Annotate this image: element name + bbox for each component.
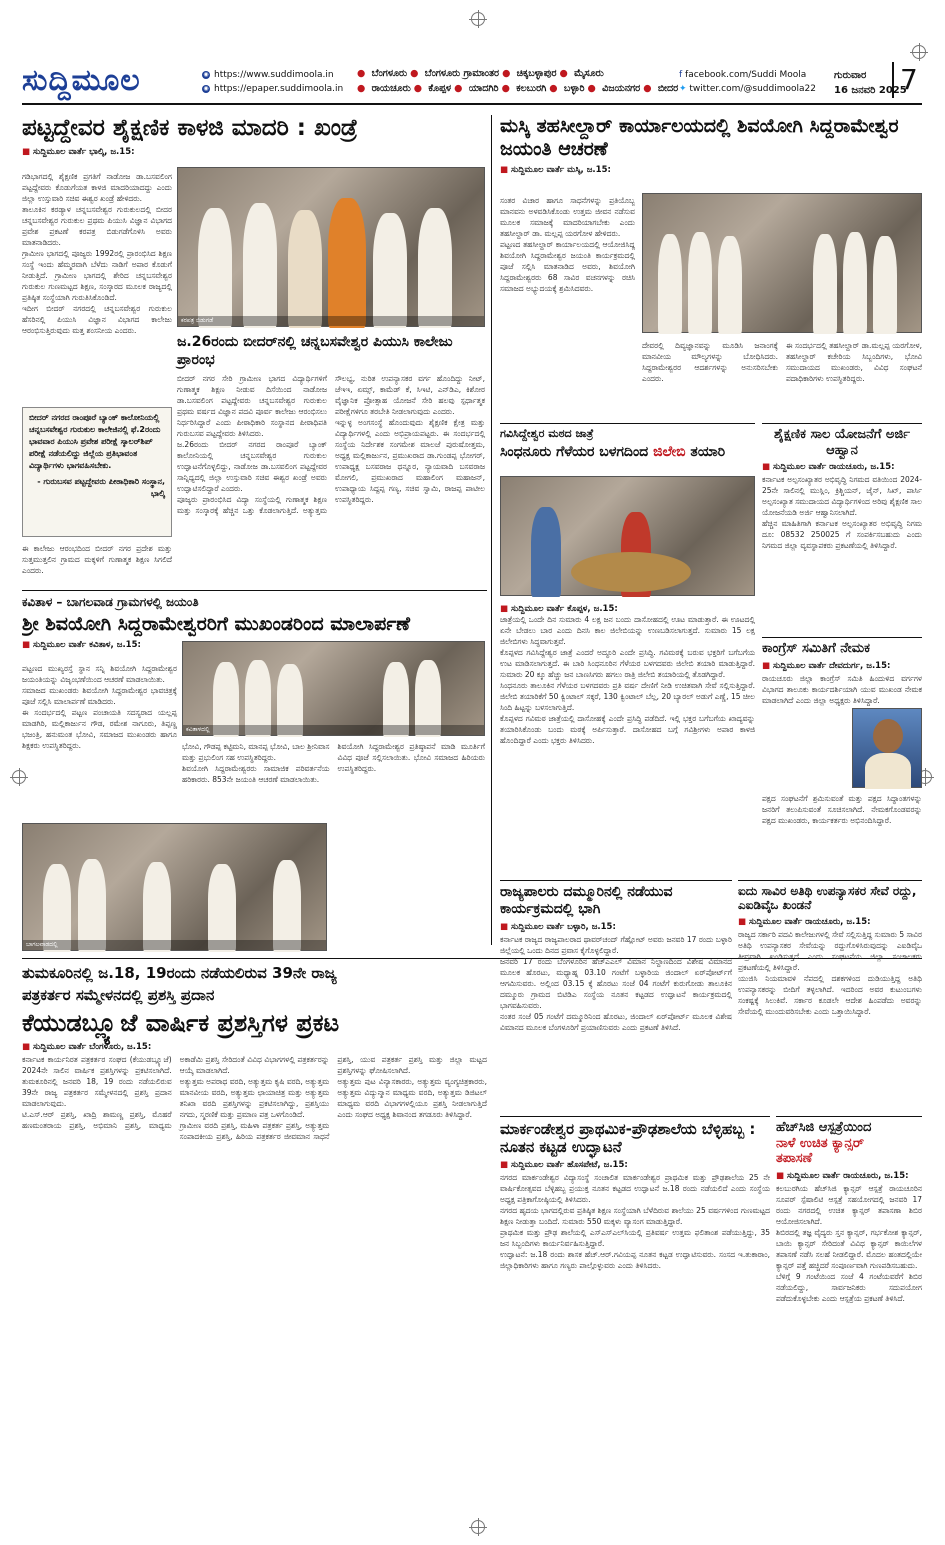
district-item[interactable]: ರಾಯಚೂರು <box>371 83 411 94</box>
bullet-icon: ● <box>410 68 422 79</box>
event-photo <box>177 167 485 327</box>
district-item[interactable]: ಯಾದಗಿರಿ <box>468 83 499 94</box>
photo-caption: ಬಾಗಲವಾಡದಲ್ಲಿ <box>23 940 326 950</box>
article-body: ಪಟ್ಟಣದ ಮುಖ್ಯರಸ್ತೆ ಸ್ಥಾನ ಸನ್ನಿ ಶಿವಯೋಗಿ ಸಿದ್ದರಾಮೇಶ್ವರ ಜಯಂತಿಯನ್ನು ವಿಜೃಂಭಣೆಯಿಂದ ಆಚರಣೆ ಮಾಡಲಾಯಿತು. ಸಮಾಜದ ಮುಖಂಡರು ಶಿವಯೋಗಿ ಸಿದ್ದರಾಮೇಶ್ವರ ಭಾವಚಿತ್ರಕ್ಕೆ ಪೂಜೆ ಸಲ್ಲಿಸಿ ಮಾಲಾರ್ಪಣೆ ಮಾಡಿದರು. ಈ ಸಂದರ್ಭದಲ್ಲಿ ಪಟ್ಟಣ ಪಂಚಾಯತಿ ಸದಸ್ಯರಾದ ಯಲ್ಲಪ್ಪ ಮಾಡಗಿರಿ, ಮಲ್ಲಿಕಾರ್ಜುನ ಗೌಡ, ರಮೇಶ ನಾಗೂರು, ತಿಪ್ಪಣ್ಣ ಭಜಂತ್ರಿ, ಹನುಮಂತ ಭೋವಿ, ಸಮಾಜದ ಮುಖಂಡರು ಹಾಗೂ ಶಿಕ್ಷಕರು ಉಪಸ್ಥಿತರಿದ್ದರು. <box>22 664 177 750</box>
article-kicker: ತುಮಕೂರಿನಲ್ಲಿ ಜ.18, 19ರಂದು ನಡೆಯಲಿರುವ 39ನೇ ರಾಜ್ಯ ಪತ್ರಕರ್ತರ ಸಮ್ಮೇಳನದಲ್ಲಿ ಪ್ರಶಸ್ತಿ ಪ್ರದಾನ <box>22 964 337 1004</box>
bullet-icon: ● <box>587 83 600 94</box>
article-headline: ಮಾರ್ಕಂಡೇಶ್ವರ ಪ್ರಾಥಮಿಕ-ಪ್ರೌಢಶಾಲೆಯ ಬೆಳ್ಳಿಹಬ್ಬ : ನೂತನ ಕಟ್ಟಡ ಉದ್ಘಾಟನೆ <box>500 1120 756 1156</box>
photo-caption: ಕವಿತಾಳದಲ್ಲಿ <box>183 725 484 735</box>
article-headline: ಕೆಯುಡಬ್ಲ್ಯೂಜೆ ವಾರ್ಷಿಕ ಪ್ರಶಸ್ತಿಗಳ ಪ್ರಕಟ <box>22 1009 340 1037</box>
website-url[interactable]: https://www.suddimoola.in <box>214 70 334 80</box>
bullet-icon: ● <box>549 83 561 94</box>
bullet-icon: ● <box>357 83 369 94</box>
byline: ■ ಸುದ್ದಿಮೂಲ ವಾರ್ತೆ ದೇವದುರ್ಗ, ಜ.15: <box>762 660 891 671</box>
district-item[interactable]: ಚಿಕ್ಕಬಳ್ಳಾಪುರ <box>516 68 557 79</box>
epaper-url[interactable]: https://epaper.suddimoola.in <box>214 84 344 94</box>
article-body: ಸಂತರ ವಿಚಾರ ಹಾಗೂ ಸಾಧನೆಗಳನ್ನು ಪ್ರತಿಯೊಬ್ಬ ಮಾನವನು ಅಳವಡಿಸಿಕೊಂಡು ಉತ್ತಮ ಜೀವನ ನಡೆಸುವ ಮೂಲಕ ಸಮಾಜಕ್ಕೆ ಮಾದರಿಯಾಗಬೇಕು ಎಂದು ತಹಸೀಲ್ದಾರ್ ಡಾ. ಮಲ್ಲಪ್ಪ ಯರಗೋಳ ಹೇಳಿದರು. ಪಟ್ಟಣದ ತಹಸೀಲ್ದಾರ್ ಕಾರ್ಯಾಲಯದಲ್ಲಿ ಆಯೋಜಿಸಿದ್ದ ಶಿವಯೋಗಿ ಸಿದ್ದರಾಮೇಶ್ವರ ಜಯಂತಿ ಕಾರ್ಯಕ್ರಮದಲ್ಲಿ ಪೂಜೆ ಸಲ್ಲಿಸಿ ಮಾತನಾಡಿದ ಅವರು, ಶಿವಯೋಗಿ ಸಿದ್ದರಾಮೇಶ್ವರರು 68 ಸಾವಿರ ವಚನಗಳನ್ನು ರಚಿಸಿ ಸಮಾಜದ ಅಭ್ಯುದಯಕ್ಕೆ ಶ್ರಮಿಸಿದವರು. <box>500 196 635 293</box>
article-headline: ಮಸ್ಕಿ ತಹಸೀಲ್ದಾರ್ ಕಾರ್ಯಾಲಯದಲ್ಲಿ ಶಿವಯೋಗಿ ಸಿದ್ದರಾಮೇಶ್ವರ ಜಯಂತಿ ಆಚರಣೆ <box>500 115 899 160</box>
byline: ■ ಸುದ್ದಿಮೂಲ ವಾರ್ತೆ ಬಳ್ಳಾರಿ, ಜ.15: <box>500 921 616 932</box>
article-body: ಕರ್ನಾಟಕ ಅಲ್ಪಸಂಖ್ಯಾತರ ಅಭಿವೃದ್ಧಿ ನಿಗಮದ ವತಿಯಿಂದ 2024-25ನೇ ಸಾಲಿನಲ್ಲಿ ಮುಸ್ಲಿಂ, ಕ್ರಿಶ್ಚಿಯನ್, ಜೈನ್, ಸಿಖ್, ಪಾರ್ಸಿ ಅಲ್ಪಸಂಖ್ಯಾತ ಸಮುದಾಯದ ವಿದ್ಯಾರ್ಥಿಗಳಿಂದ ಅರಿವು ಶೈಕ್ಷಣಿಕ ಸಾಲ ಯೋಜನೆಯಡಿ ಅರ್ಜಿ ಆಹ್ವಾನಿಸಲಾಗಿದೆ. ಹೆಚ್ಚಿನ ಮಾಹಿತಿಗಾಗಿ ಕರ್ನಾಟಕ ಅಲ್ಪಸಂಖ್ಯಾತರ ಅಭಿವೃದ್ಧಿ ನಿಗಮ ದೂ: 08532 250025 ಗೆ ಸಂಪರ್ಕಿಸಬಹುದು ಎಂದು ನಿಗಮದ ಜಿಲ್ಲಾ ವ್ಯವಸ್ಥಾಪಕರು ಪ್ರಕಟಣೆಯಲ್ಲಿ ತಿಳಿಸಿದ್ದಾರೆ. <box>762 475 922 551</box>
article-headline: ಶೈಕ್ಷಣಿಕ ಸಾಲ ಯೋಜನೆಗೆ ಅರ್ಜಿ ಆಹ್ವಾನ <box>774 427 910 458</box>
bullet-icon: ● <box>357 68 369 79</box>
twitter-icon: ✦ <box>679 84 690 94</box>
article-malarpane <box>22 590 487 952</box>
globe-icon: ◉ <box>203 71 209 78</box>
article-school <box>500 1116 770 1522</box>
byline: ■ ಸುದ್ದಿಮೂಲ ವಾರ್ತೆ ರಾಯಚೂರು, ಜ.15: <box>738 916 871 927</box>
byline: ■ ಸುದ್ದಿಮೂಲ ವಾರ್ತೆ ರಾಯಚೂರು, ಜ.15: <box>762 462 895 473</box>
article-body: ಕರ್ನಾಟಕ ರಾಜ್ಯದ ರಾಜ್ಯಪಾಲರಾದ ಥಾವರ್‌ಚಂದ್ ಗೆಹ್ಲೋಟ್ ಅವರು ಜನವರಿ 17 ರಂದು ಬಳ್ಳಾರಿ ಜಿಲ್ಲೆಯಲ್ಲಿ ಒಂದು ದಿನದ ಪ್ರವಾಸ ಕೈಗೊಳ್ಳಲಿದ್ದಾರೆ. ಜನವರಿ 17 ರಂದು ಬೆಂಗಳೂರಿನ ಹೆಚ್‌ಎಎಲ್ ವಿಮಾನ ನಿಲ್ದಾಣದಿಂದ ವಿಶೇಷ ವಿಮಾನದ ಮೂಲಕ ಹೊರಟು, ಮಧ್ಯಾಹ್ನ 03.10 ಗಂಟೆಗೆ ಬಳ್ಳಾರಿಯ ಜಿಂದಾಲ್ ಏರ್‌ಪೋರ್ಟ್‌ಗೆ ಆಗಮಿಸುವರು. ಅಲ್ಲಿಂದ 03.15 ಕ್ಕೆ ಹೊರಟು ಸಂಜೆ 04 ಗಂಟೆಗೆ ಕುರುಗೋಡು ತಾಲೂಕಿನ ದಮ್ಮೂರು ಗ್ರಾಮದ ಬಿಟಿಡಿಎ ಸಂಸ್ಥೆಯ ನೂತನ ಕಟ್ಟಡದ ಉದ್ಘಾಟನೆ ಕಾರ್ಯಕ್ರಮದಲ್ಲಿ ಭಾಗವಹಿಸುವರು. ನಂತರ ಸಂಜೆ 05 ಗಂಟೆಗೆ ದಮ್ಮೂರಿನಿಂದ ಹೊರಟು, ಜಿಂದಾಲ್ ಏರ್‌ಪೋರ್ಟ್ ಮೂಲಕ ವಿಶೇಷ ವಿಮಾನದ ಮೂಲಕ ಬೆಂಗಳೂರಿಗೆ ಪ್ರಯಾಣಿಸುವರು ಎಂದು ಪ್ರಕಟಣೆ ತಿಳಿಸಿದೆ. <box>500 934 732 1032</box>
article-kicker: ಕವಿತಾಳ – ಬಾಗಲವಾಡ ಗ್ರಾಮಗಳಲ್ಲಿ ಜಯಂತಿ <box>22 595 199 609</box>
byline: ■ ಸುದ್ದಿಮೂಲ ವಾರ್ತೆ ಹೊಸಪೇಟೆ, ಜ.15: <box>500 1160 628 1170</box>
district-item[interactable]: ಕೊಪ್ಪಳ <box>428 83 452 94</box>
column-divider <box>491 115 492 945</box>
article-body: ಭೋವಿ, ಗೌಡಪ್ಪ ಕಟ್ಟಿಮನಿ, ಮಾನಪ್ಪ ಭೋವಿ, ಬಾಲ ಶ್ರೀನಿವಾಸ ಮತ್ತು ಪ್ರಭುಲಿಂಗ ಸಹ ಉಪಸ್ಥಿತರಿದ್ದರು. ಶಿವಯೋಗಿ ಸಿದ್ದರಾಮೇಶ್ವರರು ಸಾಮಾಜಿಕ ಪರಿವರ್ತನೆಯ ಹರಿಕಾರರು. 853ನೇ ಜಯಂತಿ ಆಚರಣೆ ಮಾಡಲಾಯಿತು. ಶಿವಯೋಗಿ ಸಿದ್ದರಾಮೇಶ್ವರ ಪ್ರತಿಷ್ಠಾಪನೆ ಮಾಡಿ ಮೂರ್ತಿಗೆ ವಿವಿಧ ಪೂಜೆ ಸಲ್ಲಿಸಲಾಯಿತು. ಭೋವಿ ಸಮಾಜದ ಹಿರಿಯರು ಉಪಸ್ಥಿತರಿದ್ದರು. <box>182 742 485 784</box>
byline: ■ ಸುದ್ದಿಮೂಲ ವಾರ್ತೆ ರಾಯಚೂರು, ಜ.15: <box>776 1170 909 1181</box>
article-body: ಪಕ್ಷದ ಸಂಘಟನೆಗೆ ಶ್ರಮಿಸುವಂತೆ ಮತ್ತು ಪಕ್ಷದ ಸಿದ್ಧಾಂತಗಳನ್ನು ಜನರಿಗೆ ತಲುಪಿಸುವಂತೆ ಸೂಚಿಸಲಾಗಿದೆ. ನೇಮಕಗೊಂಡವರನ್ನು ಪಕ್ಷದ ಮುಖಂಡರು, ಕಾರ್ಯಕರ್ತರು ಅಭಿನಂದಿಸಿದ್ದಾರೆ. <box>762 794 922 825</box>
website-links <box>202 68 343 96</box>
article-body: ಕರ್ನಾಟಕ ಕಾರ್ಯನಿರತ ಪತ್ರಕರ್ತರ ಸಂಘದ (ಕೆಯುಡಬ್ಲ್ಯೂಜೆ) 2024ನೇ ಸಾಲಿನ ವಾರ್ಷಿಕ ಪ್ರಶಸ್ತಿಗಳನ್ನು ಪ್ರಕಟಿಸಲಾಗಿದೆ. ತುಮಕೂರಿನಲ್ಲಿ ಜನವರಿ 18, 19 ರಂದು ನಡೆಯಲಿರುವ 39ನೇ ರಾಜ್ಯ ಪತ್ರಕರ್ತರ ಸಮ್ಮೇಳನದಲ್ಲಿ ಪ್ರಶಸ್ತಿ ಪ್ರದಾನ ಮಾಡಲಾಗುವುದು. ಟಿ.ಎಸ್.ಆರ್ ಪ್ರಶಸ್ತಿ, ಖಾದ್ರಿ ಶಾಮಣ್ಣ ಪ್ರಶಸ್ತಿ, ಮೊಹರೆ ಹಣಮಂತರಾಯ ಪ್ರಶಸ್ತಿ, ಅಭಿಮಾನಿ ಪ್ರಶಸ್ತಿ, ಮಾಧ್ಯಮ ಅಕಾಡೆಮಿ ಪ್ರಶಸ್ತಿ ಸೇರಿದಂತೆ ವಿವಿಧ ವಿಭಾಗಗಳಲ್ಲಿ ಪತ್ರಕರ್ತರನ್ನು ಆಯ್ಕೆ ಮಾಡಲಾಗಿದೆ. ಅತ್ಯುತ್ತಮ ಅಪರಾಧ ವರದಿ, ಅತ್ಯುತ್ತಮ ಕೃಷಿ ವರದಿ, ಅತ್ಯುತ್ತಮ ಮಾನವೀಯ ವರದಿ, ಅತ್ಯುತ್ತಮ ಛಾಯಾಚಿತ್ರ ಮತ್ತು ಅತ್ಯುತ್ತಮ ತನಿಖಾ ವರದಿ ಪ್ರಶಸ್ತಿಗಳನ್ನು ಪ್ರಕಟಿಸಲಾಗಿದ್ದು, ಪ್ರಶಸ್ತಿಯು ನಗದು, ಸ್ಮರಣಿಕೆ ಮತ್ತು ಪ್ರಮಾಣ ಪತ್ರ ಒಳಗೊಂಡಿದೆ. ಗ್ರಾಮೀಣ ವರದಿ ಪ್ರಶಸ್ತಿ, ಮಹಿಳಾ ಪತ್ರಕರ್ತ ಪ್ರಶಸ್ತಿ, ಅತ್ಯುತ್ತಮ ಸಂಪಾದಕೀಯ ಪ್ರಶಸ್ತಿ, ಹಿರಿಯ ಪತ್ರಕರ್ತರ ಜೀವಮಾನ ಸಾಧನೆ ಪ್ರಶಸ್ತಿ, ಯುವ ಪತ್ರಕರ್ತ ಪ್ರಶಸ್ತಿ ಮತ್ತು ಜಿಲ್ಲಾ ಮಟ್ಟದ ಪ್ರಶಸ್ತಿಗಳನ್ನು ಘೋಷಿಸಲಾಗಿದೆ. ಅತ್ಯುತ್ತಮ ಪುಟ ವಿನ್ಯಾಸಕಾರರು, ಅತ್ಯುತ್ತಮ ವ್ಯಂಗ್ಯಚಿತ್ರಕಾರರು, ಅತ್ಯುತ್ತಮ ವಿದ್ಯುನ್ಮಾನ ಮಾಧ್ಯಮ ವರದಿ, ಅತ್ಯುತ್ತಮ ಡಿಜಿಟಲ್ ಮಾಧ್ಯಮ ವರದಿ ವಿಭಾಗಗಳಲ್ಲಿಯೂ ಪ್ರಶಸ್ತಿ ನೀಡಲಾಗುತ್ತಿದೆ ಎಂದು ಸಂಘದ ಅಧ್ಯಕ್ಷ ಶಿವಾನಂದ ತಗಡೂರು ತಿಳಿಸಿದ್ದಾರೆ. <box>22 1054 487 1141</box>
district-item[interactable]: ಬೆಂಗಳೂರು <box>371 68 408 79</box>
article-kuwj-awards <box>22 962 487 1522</box>
district-item[interactable]: ಕಲಬುರಗಿ <box>516 83 547 94</box>
page-number: 7 <box>892 62 918 98</box>
byline: ■ ಸುದ್ದಿಮೂಲ ವಾರ್ತೆ ಭಾಲ್ಕಿ, ಜ.15: <box>22 146 135 157</box>
article-headline: ಪಟ್ಟದ್ದೇವರ ಶೈಕ್ಷಣಿಕ ಕಾಳಜಿ ಮಾದರಿ : ಖಂಡ್ರೆ <box>22 115 358 141</box>
district-item[interactable]: ಬೆಂಗಳೂರು ಗ್ರಾಮಾಂತರ <box>424 68 500 79</box>
district-item[interactable]: ಬಳ್ಳಾರಿ <box>563 83 585 94</box>
district-item[interactable]: ವಿಜಯನಗರ <box>602 83 641 94</box>
bullet-icon: ● <box>559 68 572 79</box>
event-photo <box>182 641 485 736</box>
registration-mark <box>912 45 926 59</box>
bullet-icon: ● <box>454 83 466 94</box>
article-headline: ಹೆಚ್‌ಸಿಜಿ ಆಸ್ಪತ್ರೆಯಿಂದ ನಾಳೆ ಉಚಿತ ಕ್ಯಾನ್ಸರ್ ತಪಾಸಣೆ <box>776 1120 872 1167</box>
article-jalebi <box>500 423 755 875</box>
article-headline: ರಾಜ್ಯಪಾಲರು ದಮ್ಮೂರಿನಲ್ಲಿ ನಡೆಯುವ ಕಾರ್ಯಕ್ರಮದಲ್ಲಿ ಭಾಗಿ <box>500 884 673 917</box>
article-headline: ಐದು ಸಾವಿರ ಅತಿಥಿ ಉಪನ್ಯಾಸಕರ ಸೇವೆ ರದ್ದು, ಎಐಡಿವೈಒ ಖಂಡನೆ <box>738 884 917 913</box>
article-body: ಬೀದರ್ ನಗರ ಸೇರಿ ಗ್ರಾಮೀಣ ಭಾಗದ ವಿದ್ಯಾರ್ಥಿಗಳಿಗೆ ಗುಣಾತ್ಮಕ ಶಿಕ್ಷಣ ನೀಡುವ ದಿಸೆಯಿಂದ ನಾಡೋಜ ಡಾ.ಬಸವಲಿಂಗ ಪಟ್ಟದ್ದೇವರು ಚನ್ನಬಸವೇಶ್ವರ ಗುರುಕುಲ ಪ್ರಥಮ ವರ್ಷದ ವಿಜ್ಞಾನ ಪದವಿ ಪೂರ್ವ ಕಾಲೇಜು ಆರಂಭಿಸಲು ನಿರ್ಧರಿಸಿದ್ದಾರೆ ಎಂದು ಪೀಠಾಧಿಕಾರಿ ಸಂಸ್ಥಾನದ ಪೀಠಾಧಿಪತಿ ಗುರುಬಸವ ಪಟ್ಟದ್ದೇವರು ತಿಳಿಸಿದರು. ಜ.26ರಂದು ಬೀದರ್ ನಗರದ ರಾಂಪೂರೆ ಬ್ಯಾಂಕ್ ಕಾಲೋನಿಯಲ್ಲಿ ಚನ್ನಬಸವೇಶ್ವರ ಗುರುಕುಲ ಉದ್ಘಾಟನೆಗೊಳ್ಳಲಿದ್ದು, ನಾಡೋಜ ಡಾ.ಬಸವಲಿಂಗ ಪಟ್ಟದ್ದೇವರ ಸಾನ್ನಿಧ್ಯದಲ್ಲಿ ಜಿಲ್ಲಾ ಉಸ್ತುವಾರಿ ಸಚಿವ ಈಶ್ವರ ಖಂಡ್ರೆ ಅವರು ಉದ್ಘಾಟಿಸಲಿದ್ದಾರೆ ಎಂದರು. ಪೂಜ್ಯರು ಪ್ರಾರಂಭಿಸಿದ ವಿದ್ಯಾ ಸಂಸ್ಥೆಯಲ್ಲಿ ಗುಣಾತ್ಮಕ ಶಿಕ್ಷಣ ಮತ್ತು ಸಂಸ್ಕಾರಕ್ಕೆ ಹೆಚ್ಚಿನ ಒತ್ತು ಕೊಡಲಾಗುತ್ತಿದೆ. ಅತ್ಯುತ್ತಮ ಸೌಲಭ್ಯ, ನುರಿತ ಉಪನ್ಯಾಸಕರ ವರ್ಗ ಹೊಂದಿದ್ದು ನೀಟ್, ಜೆಇಇ, ಏಮ್ಸ್, ಕಾಮೆಡ್ ಕೆ, ಸಿಇಟಿ, ಎನ್‌ಡಿಎ, ಕಿಶೋರ ವೈಜ್ಞಾನಿಕ ಪ್ರೋತ್ಸಾಹ ಯೋಜನೆ ಸೇರಿ ಹಲವು ಸ್ಪರ್ಧಾತ್ಮಕ ಪರೀಕ್ಷೆಗಳಿಗೂ ತರಬೇತಿ ನೀಡಲಾಗುವುದು ಎಂದರು. ಇನ್ನುಳ್ಳ ಅಂಗಸಂಸ್ಥೆ ಹೊಂದುವುದು ಶೈಕ್ಷಣಿಕ ಕ್ಷೇತ್ರ ಮತ್ತು ವಿದ್ಯಾರ್ಥಿಗಳಲ್ಲಿ ಎಂದು ಅಭಿಪ್ರಾಯಪಟ್ಟರು. ಈ ಸಂದರ್ಭದಲ್ಲಿ ಸಂಸ್ಥೆಯ ನಿರ್ದೇಶಕ ಸಂಗಮೇಶ ಮಾಲಜೆ ಪುರುಷೋತ್ತಮ, ಅಧ್ಯಕ್ಷ ಮಲ್ಲಿಕಾರ್ಜುನ, ಪ್ರಮುಖರಾದ ಡಾ.ಗುಂಡಪ್ಪ ಭೋಗರ್, ಉಪಾಧ್ಯಕ್ಷ ಬಸವರಾಜ ಧನ್ನೂರ, ನ್ಯಾಯವಾದಿ ಬಸವರಾಜ ಮೋಗಲಿ, ಪ್ರಮುಖರಾದ ಮಹಾಲಿಂಗ ಮಹಾಜನ್, ಉಪಾಧ್ಯಾಯ ಸಿದ್ದಪ್ಪ ಗಣ್ಯ, ಸಚಿವ ಸ್ವಾಮಿ, ರಾಜಪ್ಪ ಪಾಟೀಲ ಉಪಸ್ಥಿತರಿದ್ದರು. <box>177 374 485 515</box>
registration-mark <box>471 12 485 26</box>
facebook-link[interactable]: facebook.com/Suddi Moola <box>685 70 807 80</box>
event-photo <box>642 193 922 333</box>
article-body: ಜಾತ್ರೆಯಲ್ಲಿ ಒಂದೇ ದಿನ ಸುಮಾರು 4 ಲಕ್ಷ ಜನ ಬಂದು ದಾಸೋಹದಲ್ಲಿ ಊಟ ಮಾಡುತ್ತಾರೆ. ಈ ಊಟದಲ್ಲಿ ಏನೇ ಬೇಡಲು ಬಾರ ಎಂದು ದಿನಸಿ ಕಾಲ ಜಿಲೇಬಿಯನ್ನು ಉಣಬಡಿಸಲಾಗುತ್ತದೆ. ಸುಮಾರು 15 ಲಕ್ಷ ಜಿಲೇಬಿಗಳು ಸಿದ್ಧವಾಗುತ್ತವೆ. ಕೊಪ್ಪಳದ ಗವಿಸಿದ್ದೇಶ್ವರ ಜಾತ್ರೆ ಎಂದರೆ ಅದ್ಧೂರಿ ಎಂದೇ ಪ್ರಸಿದ್ಧಿ. ಗವಿಮಠಕ್ಕೆ ಬರುವ ಭಕ್ತರಿಗೆ ಬಗೆಬಗೆಯ ಉಟ ಮಾಡಿಸಲಾಗುತ್ತದೆ. ಈ ಬಾರಿ ಸಿಂಧನೂರಿನ ಗೆಳೆಯರ ಬಳಗದವರು ಜಿಲೇಬಿ ತಯಾರಿ ಮಾಡುತ್ತಿದ್ದಾರೆ. ಸುಮಾರು 20 ಕ್ಕೂ ಹೆಚ್ಚು ಜನ ಬಾಣಸಿಗರು ಹಗಲು ರಾತ್ರಿ ಜಿಲೇಬಿ ತಯಾರಿಯಲ್ಲಿ ತೊಡಗಿದ್ದಾರೆ. ಸಿಂಧನೂರು ತಾಲೂಕಿನ ಗೆಳೆಯರ ಬಳಗದವರು ಪ್ರತಿ ವರ್ಷ ದೇಣಿಗೆ ನೀಡಿ ಉಚಿತವಾಗಿ ಸೇವೆ ಸಲ್ಲಿಸುತ್ತಿದ್ದಾರೆ. ಜಿಲೇಬಿ ತಯಾರಿಕೆಗೆ 50 ಕ್ವಿಂಟಾಲ್ ಸಕ್ಕರೆ, 130 ಕ್ವಿಂಟಾಲ್ ಬೆಲ್ಲ, 20 ಬ್ಯಾರಲ್ ಅಡುಗೆ ಎಣ್ಣೆ, 15 ಚೀಲ ಸಿಂದಿ ಹಿಟ್ಟನ್ನು ಬಳಸಲಾಗುತ್ತಿದೆ. ಕೊಪ್ಪಳದ ಗವಿಮಠ ಜಾತ್ರೆಯಲ್ಲಿ ದಾಸೋಹಕ್ಕೆ ಎಂದೇ ಪ್ರಸಿದ್ಧಿ ಪಡೆದಿದೆ. ಇಲ್ಲಿ ಭಕ್ತರ ಬಗೆಬಗೆಯ ಖಾದ್ಯವನ್ನು ತಯಾರಿಸಿಕೊಂಡು ಬಂದು ಮಠಕ್ಕೆ ಅರ್ಪಿಸುತ್ತಾರೆ. ದಾಸೋಹದ ಬಗ್ಗೆ ಗವಿಶ್ರೀಗಳು ಅಪಾರ ಕಾಳಜಿ ಹೊಂದಿದ್ದಾರೆ ಎಂದು ಭಕ್ತರು ತಿಳಿಸಿದರು. <box>500 615 755 745</box>
district-item[interactable]: ಬೀದರ <box>657 83 679 94</box>
photo-caption: ಕರಪತ್ರ ಬಿಡುಗಡೆ <box>178 316 484 326</box>
quote-box: ಬೀದರ್ ನಗರದ ರಾಂಪೂರೆ ಬ್ಯಾಂಕ್ ಕಾಲೋನಿಯಲ್ಲಿ ಚನ್ನಬಸವೇಶ್ವರ ಗುರುಕುಲ ಕಾಲೇಜಿನಲ್ಲಿ ಫೆ.2ರಂದು ಭಾವವಾರ ಪಿಯುಸಿ ಪ್ರವೇಶ ಪರೀಕ್ಷೆ ಸ್ಕಾಲರ್‌ಶಿಪ್ ಪರೀಕ್ಷೆ ನಡೆಯಲಿದ್ದು ಜಿಲ್ಲೆಯ ಪ್ರತಿಭಾವಂತ ವಿದ್ಯಾರ್ಥಿಗಳು ಭಾಗವಹಿಸಬೇಕು. - ಗುರುಬಸವ ಪಟ್ಟದ್ದೇವರು ಪೀಠಾಧಿಕಾರಿ ಸಂಸ್ಥಾನ, ಭಾಲ್ಕಿ <box>22 407 172 537</box>
article-body: ನಗರದ ಮಾರ್ಕಂಡೇಶ್ವರ ವಿದ್ಯಾಸಂಸ್ಥೆ ಸಂಚಾಲಿತ ಮಾರ್ಕಂಡೇಶ್ವರ ಪ್ರಾಥಮಿಕ ಮತ್ತು ಪ್ರೌಢಶಾಲೆಯ 25 ನೇ ವಾರ್ಷಿಕೋತ್ಸವದ ಬೆಳ್ಳಿಹಬ್ಬ ಪ್ರಯುಕ್ತ ನೂತನ ಕಟ್ಟಡದ ಉದ್ಘಾಟನೆ ಜ.18 ರಂದು ನಡೆಯಲಿದೆ ಎಂದು ಸಂಸ್ಥೆಯ ಅಧ್ಯಕ್ಷ ಪತ್ರಿಕಾಗೋಷ್ಠಿಯಲ್ಲಿ ತಿಳಿಸಿದರು. ನಗರದ ಹೃದಯ ಭಾಗದಲ್ಲಿರುವ ಪ್ರತಿಷ್ಠಿತ ಶಿಕ್ಷಣ ಸಂಸ್ಥೆಯಾಗಿ ಬೆಳೆದಿರುವ ಶಾಲೆಯು 25 ವರ್ಷಗಳಿಂದ ಗುಣಮಟ್ಟದ ಶಿಕ್ಷಣ ನೀಡುತ್ತಾ ಬಂದಿದೆ. ಸುಮಾರು 550 ಮಕ್ಕಳು ವ್ಯಾಸಂಗ ಮಾಡುತ್ತಿದ್ದಾರೆ. ಪ್ರಾಥಮಿಕ ಮತ್ತು ಪ್ರೌಢ ಶಾಲೆಯಲ್ಲಿ ಎಸ್ಎಸ್ಎಲ್‌ಸಿಯಲ್ಲಿ ಪ್ರತಿವರ್ಷ ಉತ್ತಮ ಫಲಿತಾಂಶ ಪಡೆಯುತ್ತಿದ್ದು, 35 ಜನ ಸಿಬ್ಬಂದಿಗಳು ಕಾರ್ಯನಿರ್ವಹಿಸುತ್ತಿದ್ದಾರೆ. ಉದ್ಘಾಟನೆ: ಜ.18 ರಂದು ಶಾಸಕ ಹೆಚ್.ಆರ್.ಗವಿಯಪ್ಪ ನೂತನ ಕಟ್ಟಡ ಉದ್ಘಾಟಿಸುವರು. ಸಂಸದ ಇ.ತುಕಾರಾಂ, ಜಿಲ್ಲಾಧಿಕಾರಿಗಳು ಹಾಗೂ ಗಣ್ಯರು ಪಾಲ್ಗೊಳ್ಳುವರು ಎಂದು ತಿಳಿಸಿದರು. <box>500 1173 770 1270</box>
article-hcg <box>776 1116 922 1522</box>
article-maski-jayanti <box>500 115 922 415</box>
article-pattaddevaru <box>22 115 487 585</box>
weekday: ಗುರುವಾರ <box>834 70 867 81</box>
article-aidyo <box>738 880 922 1110</box>
article-body: ರಾಯಚೂರು ಜಿಲ್ಲಾ ಕಾಂಗ್ರೆಸ್ ಸಮಿತಿ ಹಿಂದುಳಿದ ವರ್ಗಗಳ ವಿಭಾಗದ ತಾಲೂಕು ಕಾರ್ಯದರ್ಶಿಯಾಗಿ ಯುವ ಮುಖಂಡ ನೇಮಕ ಮಾಡಲಾಗಿದೆ ಎಂದು ಜಿಲ್ಲಾ ಅಧ್ಯಕ್ಷರು ತಿಳಿಸಿದ್ದಾರೆ. <box>762 673 922 705</box>
issue-date: 16 ಜನವರಿ 2025 <box>834 85 907 96</box>
byline: ■ ಸುದ್ದಿಮೂಲ ವಾರ್ತೆ ಕೊಪ್ಪಳ, ಜ.15: <box>500 604 618 614</box>
byline: ■ ಸುದ್ದಿಮೂಲ ವಾರ್ತೆ ಬೆಂಗಳೂರು, ಜ.15: <box>22 1041 152 1052</box>
bullet-icon: ● <box>413 83 426 94</box>
district-list <box>357 66 681 96</box>
facebook-icon: f <box>679 70 686 80</box>
globe-icon: ◉ <box>203 85 209 92</box>
newspaper-logo: ಸುದ್ದಿಮೂಲ <box>22 63 141 98</box>
subheadline: ಜ.26ರಂದು ಬೀದರ್‌ನಲ್ಲಿ ಚನ್ನಬಸವೇಶ್ವರ ಪಿಯುಸಿ ಕಾಲೇಜು ಪ್ರಾರಂಭ <box>177 334 453 368</box>
portrait-photo <box>852 708 922 788</box>
district-item[interactable]: ಮೈಸೂರು <box>574 68 604 79</box>
article-headline: ಶ್ರೀ ಶಿವಯೋಗಿ ಸಿದ್ದರಾಮೇಶ್ವರರಿಗೆ ಮುಖಂಡರಿಂದ ಮಾಲಾರ್ಪಣೆ <box>22 613 410 635</box>
article-governor <box>500 880 732 1110</box>
article-congress <box>762 637 922 875</box>
event-photo <box>22 823 327 951</box>
bullet-icon: ● <box>502 68 514 79</box>
article-body: ದೇವರಲ್ಲಿ ದಿವ್ಯಜ್ಞಾನವನ್ನು ಮೂಡಿಸಿ ಜನಾಂಗಕ್ಕೆ ಮಾನವೀಯ ಮೌಲ್ಯಗಳನ್ನು ಬೋಧಿಸಿದರು. ಸಿದ್ದರಾಮೇಶ್ವರರ ಆದರ್ಶಗಳನ್ನು ಅನುಸರಿಸಬೇಕು ಎಂದರು. ಈ ಸಂದರ್ಭದಲ್ಲಿ ತಹಸೀಲ್ದಾರ್ ಡಾ.ಮಲ್ಲಪ್ಪ ಯರಗೋಳ, ತಹಸೀಲ್ದಾರ್ ಕಚೇರಿಯ ಸಿಬ್ಬಂದಿಗಳು, ಭೋವಿ ಸಮುದಾಯದ ಮುಖಂಡರು, ವಿವಿಧ ಸಂಘಟನೆ ಪದಾಧಿಕಾರಿಗಳು ಉಪಸ್ಥಿತರಿದ್ದರು. <box>642 341 922 383</box>
social-links <box>679 68 816 96</box>
article-kicker: ಗವಿಸಿದ್ದೇಶ್ವರ ಮಠದ ಜಾತ್ರೆ <box>500 427 594 440</box>
article-education-loan <box>762 423 922 633</box>
article-headline: ಕಾಂಗ್ರೆಸ್ ಸಮಿತಿಗೆ ನೇಮಕ <box>762 641 870 656</box>
masthead <box>22 60 922 105</box>
byline: ■ ಸುದ್ದಿಮೂಲ ವಾರ್ತೆ ಮಸ್ಕಿ, ಜ.15: <box>500 164 611 175</box>
bullet-icon: ● <box>501 83 514 94</box>
article-body: ಕಲಬುರಗಿಯ ಹೆಚ್‌ಸಿಜಿ ಕ್ಯಾನ್ಸರ್ ಆಸ್ಪತ್ರೆ ರಾಯಚೂರಿನ ಸೂಪರ್ ಸ್ಪೆಷಾಲಿಟಿ ಆಸ್ಪತ್ರೆ ಸಹಯೋಗದಲ್ಲಿ ಜನವರಿ 17 ರಂದು ನಗರದಲ್ಲಿ ಉಚಿತ ಕ್ಯಾನ್ಸರ್ ತಪಾಸಣಾ ಶಿಬಿರ ಆಯೋಜಿಸಲಾಗಿದೆ. ಶಿಬಿರದಲ್ಲಿ ತಜ್ಞ ವೈದ್ಯರು ಸ್ತನ ಕ್ಯಾನ್ಸರ್, ಗರ್ಭಕೋಶ ಕ್ಯಾನ್ಸರ್, ಬಾಯಿ ಕ್ಯಾನ್ಸರ್ ಸೇರಿದಂತೆ ವಿವಿಧ ಕ್ಯಾನ್ಸರ್ ಕಾಯಿಲೆಗಳ ತಪಾಸಣೆ ನಡೆಸಿ ಸಲಹೆ ನೀಡಲಿದ್ದಾರೆ. ಮೊದಲ ಹಂತದಲ್ಲಿಯೇ ಕ್ಯಾನ್ಸರ್ ಪತ್ತೆ ಹಚ್ಚಿದರೆ ಸಂಪೂರ್ಣವಾಗಿ ಗುಣಪಡಿಸಬಹುದು. ಬೆಳಿಗ್ಗೆ 9 ಗಂಟೆಯಿಂದ ಸಂಜೆ 4 ಗಂಟೆಯವರೆಗೆ ಶಿಬಿರ ನಡೆಯಲಿದ್ದು, ಸಾರ್ವಜನಿಕರು ಸದುಪಯೋಗ ಪಡೆದುಕೊಳ್ಳಬೇಕು ಎಂದು ಆಸ್ಪತ್ರೆಯ ಪ್ರಕಟಣೆ ತಿಳಿಸಿದೆ. <box>776 1183 922 1303</box>
twitter-link[interactable]: twitter.com/@suddimoola22 <box>689 84 816 94</box>
article-headline: ಸಿಂಧನೂರು ಗೆಳೆಯರ ಬಳಗದಿಂದ ಜಿಲೇಬಿ ತಯಾರಿ <box>500 444 726 460</box>
registration-mark <box>471 1520 485 1534</box>
article-body: ಗಡಿಭಾಗದಲ್ಲಿ ಶೈಕ್ಷಣಿಕ ಪ್ರಗತಿಗೆ ನಾಡೋಜ ಡಾ.ಬಸವಲಿಂಗ ಪಟ್ಟದ್ದೇವರು ಕೊಡುಗೆಯತ ಕಾಳಜಿ ಮಾದರಿಯಾದದ್ದು ಎಂದು ಜಿಲ್ಲಾ ಉಸ್ತುವಾರಿ ಸಚಿವ ಈಶ್ವರ ಖಂಡ್ರೆ ಹೇಳಿದರು. ತಾಲೂಕಿನ ಕರಡ್ಯಾಳ ಚನ್ನಬಸವೇಶ್ವರ ಗುರುಕುಲದಲ್ಲಿ ಬೀದರ ಚನ್ನಬಸವೇಶ್ವರ ಗುರುಕುಲ ಪ್ರಥಮ ಪಿಯುಸಿ ವಿಜ್ಞಾನ ವಿಭಾಗದ ಪ್ರವೇಶ ಪ್ರಕಟಣೆ ಕರಪತ್ರ ಬಿಡುಗಡೆಗೊಳಿಸಿ ಅವರು ಮಾತನಾಡಿದರು. ಗ್ರಾಮೀಣ ಭಾಗದಲ್ಲಿ ಪೂಜ್ಯರು 1992ರಲ್ಲಿ ಪ್ರಾರಂಭಿಸಿದ ಶಿಕ್ಷಣ ಸಂಸ್ಥೆ ಇಂದು ಹೆಮ್ಮರವಾಗಿ ಬೆಳೆದು ನಾಡಿಗೆ ಅಪಾರ ಕೊಡುಗೆ ನೀಡುತ್ತಿದೆ. ಗ್ರಾಮೀಣ ಭಾಗದಲ್ಲಿ ಶೇರಿದ ಚನ್ನಬಸವೇಶ್ವರ ಗುರುಕುಲ ಗುಣಮಟ್ಟದ ಶಿಕ್ಷಣ, ಸಂಸ್ಕಾರದ ಮೂಲಕ ರಾಜ್ಯದಲ್ಲಿ ಪ್ರತಿಷ್ಠಿತ ಸಂಸ್ಥೆಯಾಗಿ ಗುರುತಿಸಿಕೊಂಡಿದೆ. ಇದೀಗ ಬೀದರ್ ನಗರದಲ್ಲಿ ಚನ್ನಬಸವೇಶ್ವರ ಗುರುಕುಲ ಹೆಸರಿನಲ್ಲಿ ಪಿಯುಸಿ ವಿಜ್ಞಾನ ವಿಭಾಗದ ಕಾಲೇಜು ಆರಂಭಿಸುತ್ತಿರುವುದು ಮತ್ತ ಶಂಸನೀಯ ಎಂದರು. <box>22 172 172 335</box>
bullet-icon: ● <box>643 83 655 94</box>
byline: ■ ಸುದ್ದಿಮೂಲ ವಾರ್ತೆ ಕವಿತಾಳ, ಜ.15: <box>22 639 141 650</box>
cooking-photo <box>500 476 755 596</box>
article-body: ರಾಜ್ಯದ ಸರ್ಕಾರಿ ಪದವಿ ಕಾಲೇಜುಗಳಲ್ಲಿ ಸೇವೆ ಸಲ್ಲಿಸುತ್ತಿದ್ದ ಸುಮಾರು 5 ಸಾವಿರ ಅತಿಥಿ ಉಪನ್ಯಾಸಕರ ಸೇವೆಯನ್ನು ರದ್ದುಗೊಳಿಸಿರುವುದನ್ನು ಎಐಡಿವೈಒ ತೀವ್ರವಾಗಿ ಖಂಡಿಸುತ್ತದೆ ಎಂದು ಸಂಘಟನೆಯ ಜಿಲ್ಲಾ ಸಂಚಾಲಕರು ಪ್ರಕಟಣೆಯಲ್ಲಿ ತಿಳಿಸಿದ್ದಾರೆ. ಯುಜಿಸಿ ನಿಯಮಾವಳಿ ನೆಪದಲ್ಲಿ ದಶಕಗಳಿಂದ ದುಡಿಯುತ್ತಿದ್ದ ಅತಿಥಿ ಉಪನ್ಯಾಸಕರನ್ನು ಬೀದಿಗೆ ತಳ್ಳಲಾಗಿದೆ. ಇದರಿಂದ ಅವರ ಕುಟುಂಬಗಳು ಸಂಕಷ್ಟಕ್ಕೆ ಸಿಲುಕಿವೆ. ಸರ್ಕಾರ ಕೂಡಲೇ ಆದೇಶ ಹಿಂಪಡೆದು ಅವರನ್ನು ಸೇವೆಯಲ್ಲಿ ಮುಂದುವರಿಸಬೇಕು ಎಂದು ಒತ್ತಾಯಿಸಿದ್ದಾರೆ. <box>738 929 922 1016</box>
article-body: ಈ ಕಾಲೇಜು ಆರಂಭದಿಂದ ಬೀದರ್ ನಗರ ಪ್ರದೇಶ ಮತ್ತು ಸುತ್ತಮುತ್ತಲಿನ ಗ್ರಾಮದ ಮಕ್ಕಳಿಗೆ ಗುಣಾತ್ಮಕ ಶಿಕ್ಷಣ ಸಿಗಲಿದೆ ಎಂದರು. <box>22 544 172 575</box>
